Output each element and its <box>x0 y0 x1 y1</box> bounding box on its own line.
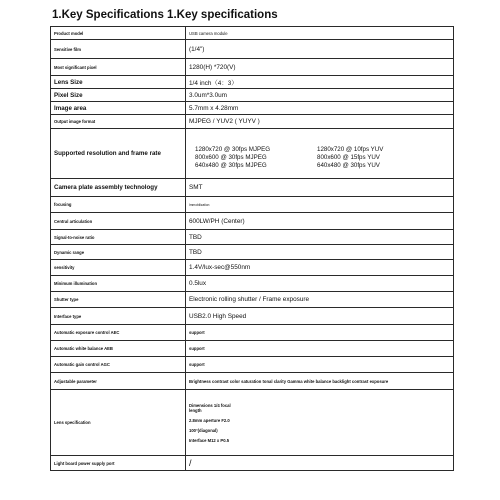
lens-detail: 100°(diagonal) <box>189 427 218 433</box>
table-row <box>51 325 454 341</box>
spec-value <box>186 390 454 456</box>
table-row <box>51 276 454 292</box>
spec-value: 1.4V/lux-sec@550nm <box>186 260 454 276</box>
table-row <box>51 40 454 59</box>
spec-label: Adjustable parameter <box>51 373 186 390</box>
spec-label: Automatic white balance AEB <box>51 341 186 357</box>
table-row <box>51 76 454 89</box>
spec-value: Electronic rolling shutter / Frame exposure <box>186 292 454 308</box>
resolution-mode: 800x600 @ 15fps YUV <box>317 154 380 161</box>
spec-label: Interface type <box>51 308 186 325</box>
table-row <box>51 292 454 308</box>
spec-table <box>50 26 454 471</box>
spec-value: 1/4 inch（4：3） <box>186 76 454 89</box>
spec-value: USB2.0 High Speed <box>186 308 454 325</box>
spec-value: support <box>186 325 454 341</box>
table-row <box>51 373 454 390</box>
spec-value: (1/4") <box>186 40 454 59</box>
resolution-list <box>195 146 450 169</box>
spec-label: Product model <box>51 27 186 40</box>
spec-value: MJPEG / YUV2 ( YUYV ) <box>186 115 454 129</box>
spec-label: sensitivity <box>51 260 186 276</box>
spec-label: Signal-to-noise ratio <box>51 230 186 245</box>
spec-value: TBD <box>186 245 454 260</box>
spec-value: / <box>186 456 454 471</box>
spec-label: Shutter type <box>51 292 186 308</box>
spec-label: Sensitive film <box>51 40 186 59</box>
spec-label: Lens Size <box>51 76 186 89</box>
spec-value: support <box>186 341 454 357</box>
spec-label: Minimum illumination <box>51 276 186 292</box>
spec-value: 3.0um*3.0um <box>186 89 454 102</box>
spec-value: Brightness contrast color saturation tonal clarity Gamma white balance backlight contrast exposure <box>186 373 454 390</box>
resolution-mode: 640x480 @ 30fps YUV <box>317 162 380 169</box>
spec-label: Camera plate assembly technology <box>51 179 186 197</box>
spec-label: Central articulation <box>51 213 186 230</box>
table-row <box>51 245 454 260</box>
lens-detail: Dimensions 1/4 focal <box>189 402 231 408</box>
spec-value <box>186 129 454 179</box>
table-row <box>51 390 454 456</box>
spec-label: Dynamic range <box>51 245 186 260</box>
table-row <box>51 197 454 213</box>
spec-label: Supported resolution and frame rate <box>51 129 186 179</box>
resolution-mode: 1280x720 @ 30fps MJPEG <box>195 146 271 153</box>
spec-value: Immobilization <box>186 197 454 213</box>
spec-label: Automatic gain control AGC <box>51 357 186 373</box>
lens-detail: 2.8mm aperture F2.0 <box>189 417 230 423</box>
spec-label: Output image format <box>51 115 186 129</box>
resolution-mode: 800x600 @ 30fps MJPEG <box>195 154 267 161</box>
spec-label: focusing <box>51 197 186 213</box>
table-row <box>51 89 454 102</box>
table-row <box>51 230 454 245</box>
spec-value: support <box>186 357 454 373</box>
table-row <box>51 260 454 276</box>
table-row <box>51 341 454 357</box>
spec-label: Light board power supply port <box>51 456 186 471</box>
spec-label: Most significant pixel <box>51 59 186 76</box>
spec-value: 1280(H) *720(V) <box>186 59 454 76</box>
table-row <box>51 129 454 179</box>
spec-value: TBD <box>186 230 454 245</box>
spec-value: 5.7mm x 4.28mm <box>186 102 454 115</box>
table-row <box>51 115 454 129</box>
table-row <box>51 308 454 325</box>
spec-label: Image area <box>51 102 186 115</box>
resolution-mode: 1280x720 @ 10fps YUV <box>317 146 384 153</box>
table-row <box>51 27 454 40</box>
spec-value: SMT <box>186 179 454 197</box>
table-row <box>51 213 454 230</box>
spec-label: Lens specification <box>51 390 186 456</box>
spec-value: 600LW/PH (Center) <box>186 213 454 230</box>
lens-detail: length <box>189 407 202 413</box>
page-title: 1.Key Specifications 1.Key specifications <box>52 9 278 21</box>
resolution-mode: 640x480 @ 30fps MJPEG <box>195 162 267 169</box>
spec-value: USB camera module <box>186 27 454 40</box>
table-row <box>51 102 454 115</box>
spec-label: Pixel Size <box>51 89 186 102</box>
spec-value: 0.5lux <box>186 276 454 292</box>
table-row <box>51 456 454 471</box>
spec-label: Automatic exposure control AEC <box>51 325 186 341</box>
lens-detail: Interface M12 x P0.5 <box>189 437 230 443</box>
table-row <box>51 59 454 76</box>
table-row <box>51 357 454 373</box>
table-row <box>51 179 454 197</box>
